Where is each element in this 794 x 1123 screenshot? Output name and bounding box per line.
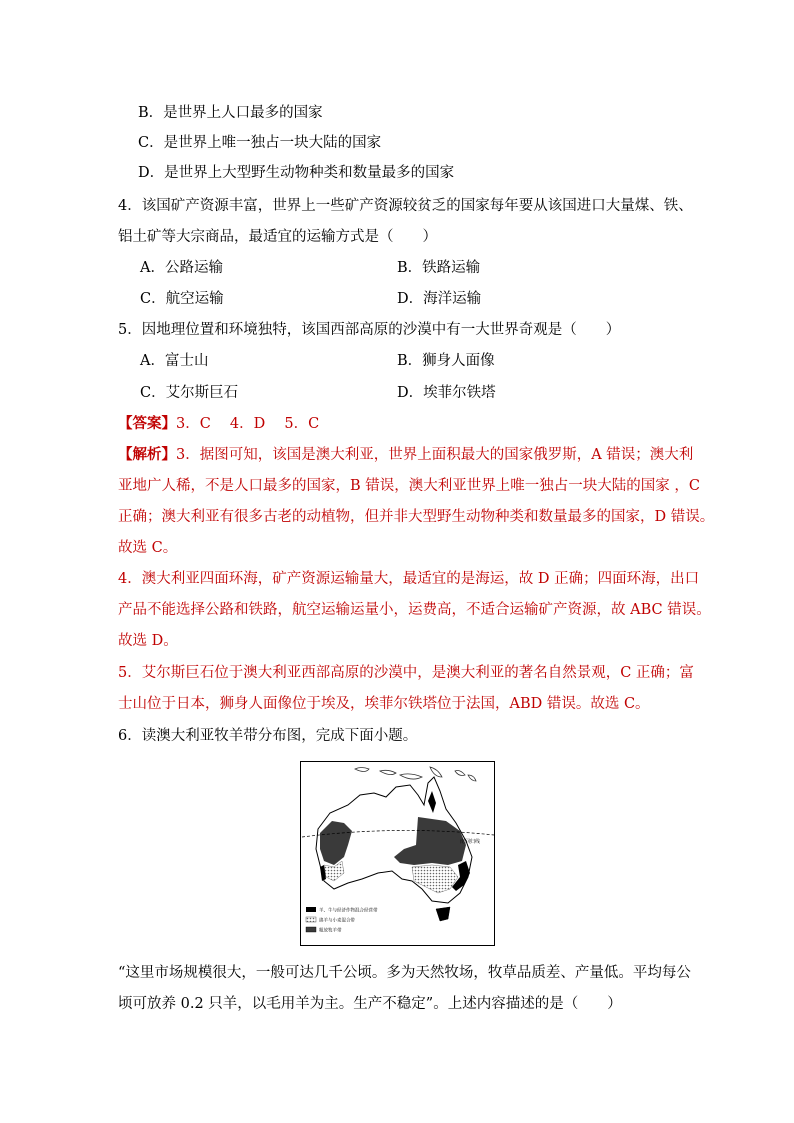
q5-stem: 5．因地理位置和环境独特，该国西部高原的沙漠中有一大世界奇观是（ ）: [118, 322, 621, 338]
answer-text: 3．C 4．D 5．C: [176, 416, 320, 432]
q4-option-d: D．海洋运输: [397, 291, 482, 307]
analysis-line-1: [118, 445, 693, 465]
analysis-p4-line3: 故选 D。: [118, 633, 178, 649]
australia-sheep-belt-map: [300, 761, 495, 946]
q3-option-b: B．是世界上人口最多的国家: [138, 105, 323, 121]
answer-line: [118, 414, 319, 434]
tropic-label: 南回归线: [460, 839, 481, 845]
analysis-p3-line1: 3．据图可知，该国是澳大利亚，世界上面积最大的国家俄罗斯，A 错误；澳大利: [176, 447, 694, 463]
legend-swatch-extensive: [306, 927, 316, 932]
analysis-p3-line4: 故选 C。: [118, 540, 178, 556]
q4-option-c: C．航空运输: [140, 291, 224, 307]
analysis-p3-line2: 亚地广人稀，不是人口最多的国家，B 错误，澳大利亚世界上唯一独占一块大陆的国家 ，C: [118, 478, 700, 494]
analysis-p4-line1: 4．澳大利亚四面环海，矿产资源运输量大，最适宜的是海运，故 D 正确；四面环海，出口: [118, 571, 700, 587]
q4-option-b: B．铁路运输: [397, 260, 481, 276]
q6-quote-line2: 顷可放养 0.2 只羊，以毛用羊为主。生产不稳定”。上述内容描述的是（ ）: [118, 996, 622, 1012]
q5-option-d: D．埃菲尔铁塔: [397, 385, 496, 401]
q4-stem-line2: 铝土矿等大宗商品，最适宜的运输方式是（ ）: [118, 229, 437, 245]
q4-option-a: A．公路运输: [140, 260, 223, 276]
q5-option-c: C．艾尔斯巨石: [140, 385, 239, 401]
legend-mixed-label: 羊、牛与经济作物混合经营带: [319, 908, 378, 914]
q5-option-a: A．富士山: [140, 353, 209, 369]
q6-quote-line1: “这里市场规模很大，一般可达几千公顷。多为天然牧场，牧草品质差、产量低。平均每公: [118, 965, 691, 981]
analysis-tag: 【解析】: [118, 446, 176, 463]
q4-stem-line1: 4．该国矿产资源丰富，世界上一些矿产资源较贫乏的国家每年要从该国进口大量煤、铁、: [118, 198, 693, 214]
analysis-p3-line3: 正确；澳大利亚有很多古老的动植物，但并非大型野生动物种类和数量最多的国家，D 错误。: [118, 509, 715, 525]
q5-option-b: B．狮身人面像: [397, 353, 495, 369]
q3-option-c: C．是世界上唯一独占一块大陆的国家: [138, 135, 382, 151]
answer-tag: 【答案】: [118, 415, 176, 432]
legend-swatch-mixed: [306, 907, 316, 912]
analysis-p4-line2: 产品不能选择公路和铁路，航空运输运量小，运费高，不适合运输矿产资源，故 ABC 错误。: [118, 602, 711, 618]
q3-option-d: D．是世界上大型野生动物种类和数量最多的国家: [138, 165, 455, 181]
legend-extensive-label: 粗放牧羊带: [319, 928, 342, 934]
legend-wheat-sheep-label: 绵羊与小麦混合带: [319, 918, 355, 924]
analysis-p5-line2: 士山位于日本，狮身人面像位于埃及，埃菲尔铁塔位于法国，ABD 错误。故选 C。: [118, 696, 650, 712]
analysis-p5-line1: 5．艾尔斯巨石位于澳大利亚西部高原的沙漠中，是澳大利亚的著名自然景观，C 正确；富: [118, 665, 694, 681]
q6-stem: 6．读澳大利亚牧羊带分布图，完成下面小题。: [118, 728, 418, 744]
legend-swatch-wheat-sheep: [306, 917, 316, 922]
